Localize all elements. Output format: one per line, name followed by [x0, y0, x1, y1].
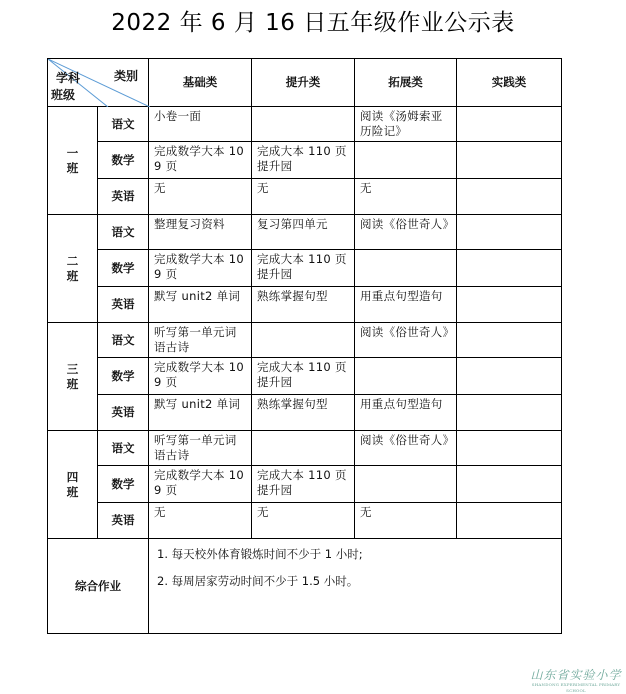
- homework-cell: [457, 466, 562, 503]
- subject-cell: 语文: [98, 107, 149, 142]
- diagonal-header-cell: [48, 59, 149, 107]
- column-header-improve: 提升类: [252, 59, 355, 107]
- logo-name: 山东省实验小学: [530, 668, 622, 682]
- homework-cell: [457, 503, 562, 539]
- table-row: [48, 250, 562, 287]
- combined-item: 1. 每天校外体育锻炼时间不少于 1 小时;: [157, 547, 363, 561]
- homework-cell: [457, 431, 562, 466]
- homework-cell: [252, 431, 355, 466]
- subject-cell: 英语: [98, 503, 149, 539]
- homework-cell: [252, 107, 355, 142]
- column-header-practice: 实践类: [457, 59, 562, 107]
- homework-table: [47, 58, 562, 634]
- subject-cell: 数学: [98, 142, 149, 179]
- homework-cell: 熟练掌握句型: [252, 287, 355, 323]
- table-row: [48, 179, 562, 215]
- column-header-basic: 基础类: [149, 59, 252, 107]
- homework-cell: 无: [252, 503, 355, 539]
- homework-cell: 无: [355, 179, 457, 215]
- table-row: [48, 431, 562, 466]
- homework-cell: 熟练掌握句型: [252, 395, 355, 431]
- table-row: [48, 142, 562, 179]
- combined-label: 综合作业: [48, 539, 149, 634]
- table-row: [48, 358, 562, 395]
- homework-cell: [457, 215, 562, 250]
- homework-cell: 完成数学大本 109 页: [149, 142, 252, 179]
- table-row: [48, 466, 562, 503]
- header-row: [48, 59, 562, 107]
- class-name-cell: 三 班: [48, 323, 98, 431]
- logo-subtitle: SHANDONG EXPERIMENTAL PRIMARY SCHOOL: [531, 682, 621, 693]
- subject-cell: 语文: [98, 215, 149, 250]
- page-title: 2022 年 6 月 16 日五年级作业公示表: [111, 10, 515, 36]
- homework-cell: 完成数学大本 109 页: [149, 358, 252, 395]
- homework-cell: 完成大本 110 页提升园: [252, 250, 355, 287]
- subject-cell: 英语: [98, 179, 149, 215]
- homework-cell: 完成大本 110 页提升园: [252, 142, 355, 179]
- class-name-cell: 四 班: [48, 431, 98, 539]
- homework-cell: 听写第一单元词语古诗: [149, 323, 252, 358]
- homework-cell: 阅读《俗世奇人》: [355, 323, 457, 358]
- diag-category-label: 类别: [113, 69, 138, 83]
- homework-cell: [457, 142, 562, 179]
- homework-cell: [355, 466, 457, 503]
- column-header-extend: 拓展类: [355, 59, 457, 107]
- table-row: [48, 287, 562, 323]
- subject-cell: 英语: [98, 395, 149, 431]
- homework-cell: 听写第一单元词语古诗: [149, 431, 252, 466]
- table-row: [48, 215, 562, 250]
- homework-cell: [457, 250, 562, 287]
- table-row: [48, 503, 562, 539]
- homework-cell: 整理复习资料: [149, 215, 252, 250]
- homework-cell: 完成数学大本 109 页: [149, 250, 252, 287]
- subject-cell: 数学: [98, 466, 149, 503]
- homework-cell: 默写 unit2 单词: [149, 395, 252, 431]
- homework-cell: [457, 287, 562, 323]
- diag-subject-label: 学科: [56, 71, 81, 85]
- table-row: [48, 323, 562, 358]
- homework-cell: 无: [149, 179, 252, 215]
- school-logo: [528, 668, 624, 694]
- combined-row: [48, 539, 562, 634]
- homework-cell: 无: [355, 503, 457, 539]
- homework-cell: [457, 179, 562, 215]
- homework-cell: 无: [252, 179, 355, 215]
- combined-content: [149, 539, 562, 634]
- class-name-cell: 一 班: [48, 107, 98, 215]
- homework-cell: [252, 323, 355, 358]
- homework-cell: [355, 358, 457, 395]
- homework-cell: [355, 142, 457, 179]
- homework-cell: [457, 395, 562, 431]
- subject-cell: 语文: [98, 323, 149, 358]
- homework-cell: [457, 323, 562, 358]
- table-row: [48, 107, 562, 142]
- homework-cell: 阅读《俗世奇人》: [355, 431, 457, 466]
- table-row: [48, 395, 562, 431]
- homework-cell: 用重点句型造句: [355, 395, 457, 431]
- combined-item: 2. 每周居家劳动时间不少于 1.5 小时。: [157, 574, 359, 588]
- homework-cell: [457, 107, 562, 142]
- homework-cell: 复习第四单元: [252, 215, 355, 250]
- homework-cell: 阅读《汤姆索亚历险记》: [355, 107, 457, 142]
- homework-cell: 用重点句型造句: [355, 287, 457, 323]
- homework-cell: 无: [149, 503, 252, 539]
- homework-cell: 完成数学大本 109 页: [149, 466, 252, 503]
- subject-cell: 数学: [98, 250, 149, 287]
- homework-cell: [355, 250, 457, 287]
- homework-cell: 完成大本 110 页提升园: [252, 358, 355, 395]
- subject-cell: 数学: [98, 358, 149, 395]
- homework-cell: 默写 unit2 单词: [149, 287, 252, 323]
- homework-cell: [457, 358, 562, 395]
- diag-class-label: 班级: [51, 88, 76, 102]
- class-name-cell: 二 班: [48, 215, 98, 323]
- subject-cell: 英语: [98, 287, 149, 323]
- homework-cell: 小卷一面: [149, 107, 252, 142]
- homework-cell: 完成大本 110 页提升园: [252, 466, 355, 503]
- subject-cell: 语文: [98, 431, 149, 466]
- homework-cell: 阅读《俗世奇人》: [355, 215, 457, 250]
